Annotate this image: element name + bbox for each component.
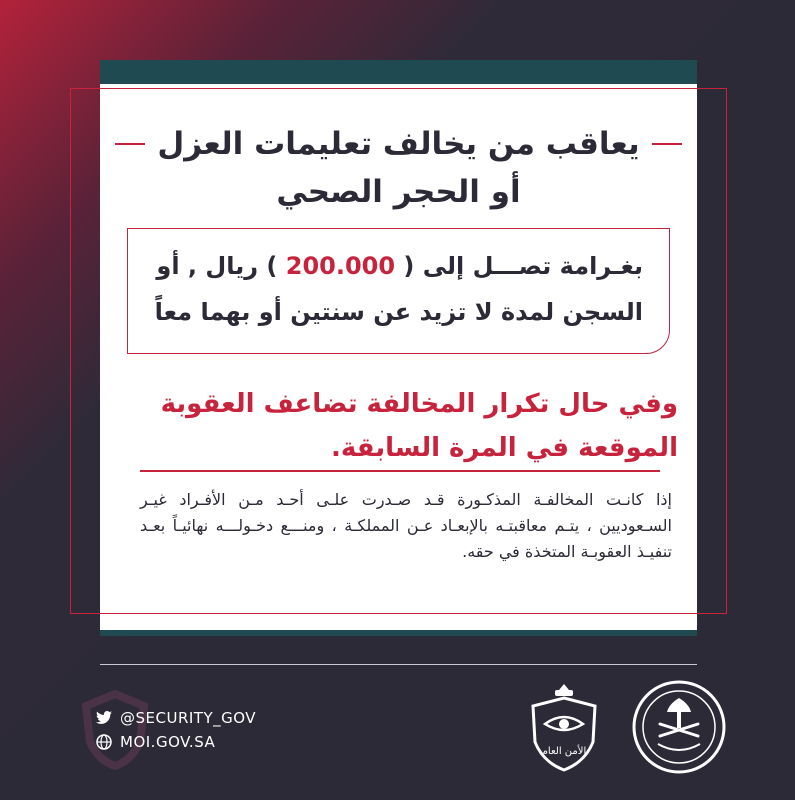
public-security-logo-icon xyxy=(525,680,603,774)
fine-text-before: بغـرامة تصـــل إلى ( xyxy=(403,252,643,280)
twitter-link[interactable] xyxy=(96,706,256,730)
repeat-line-1: وفي حال تكرار المخالفة تضاعف العقوبة xyxy=(160,389,678,419)
footer-divider xyxy=(100,664,697,665)
repeat-offense-text xyxy=(120,382,678,470)
title-dash-right xyxy=(652,143,682,145)
globe-icon xyxy=(96,734,112,750)
security-logo-text: الأمن العام xyxy=(541,746,587,757)
card-bottom-bar xyxy=(100,630,697,636)
title-line-2 xyxy=(100,168,697,216)
website-url: MOI.GOV.SA xyxy=(120,733,216,751)
fine-text-after: ) ريال , أو xyxy=(156,252,278,280)
title-text-1: يعاقب من يخالف تعليمات العزل xyxy=(157,126,640,162)
page-title xyxy=(100,120,697,216)
fine-line-1 xyxy=(148,243,643,289)
social-links xyxy=(96,706,256,754)
title-text-2: أو الحجر الصحي xyxy=(276,174,521,210)
fine-amount: 200.000 xyxy=(285,252,396,280)
website-link[interactable] xyxy=(96,730,256,754)
separator-line xyxy=(140,470,660,472)
repeat-line-2: الموقعة في المرة السابقة. xyxy=(330,433,678,463)
card-top-bar xyxy=(100,60,697,84)
foreigner-note: إذا كانـت المخالفـة المذكـورة قـد صـدرت علـى أحـد مـن الأفـراد غيـر السـعوديين ، يتـم معاقبتـه بالإبعـاد عـن المملكـة ، ومنـــع دخـولـــه نهائيـاً بعـد تنفيـذ العقوبـة المتخذة في حقه. xyxy=(140,490,672,561)
title-dash-left xyxy=(115,143,145,145)
fine-box xyxy=(127,228,670,354)
title-line-1 xyxy=(100,120,697,168)
ministry-of-interior-logo-icon xyxy=(630,678,728,776)
fine-line-2: السجن لمدة لا تزيد عن سنتين أو بهما معاً xyxy=(154,298,643,326)
twitter-icon xyxy=(96,711,112,725)
twitter-handle: @SECURITY_GOV xyxy=(120,709,257,727)
